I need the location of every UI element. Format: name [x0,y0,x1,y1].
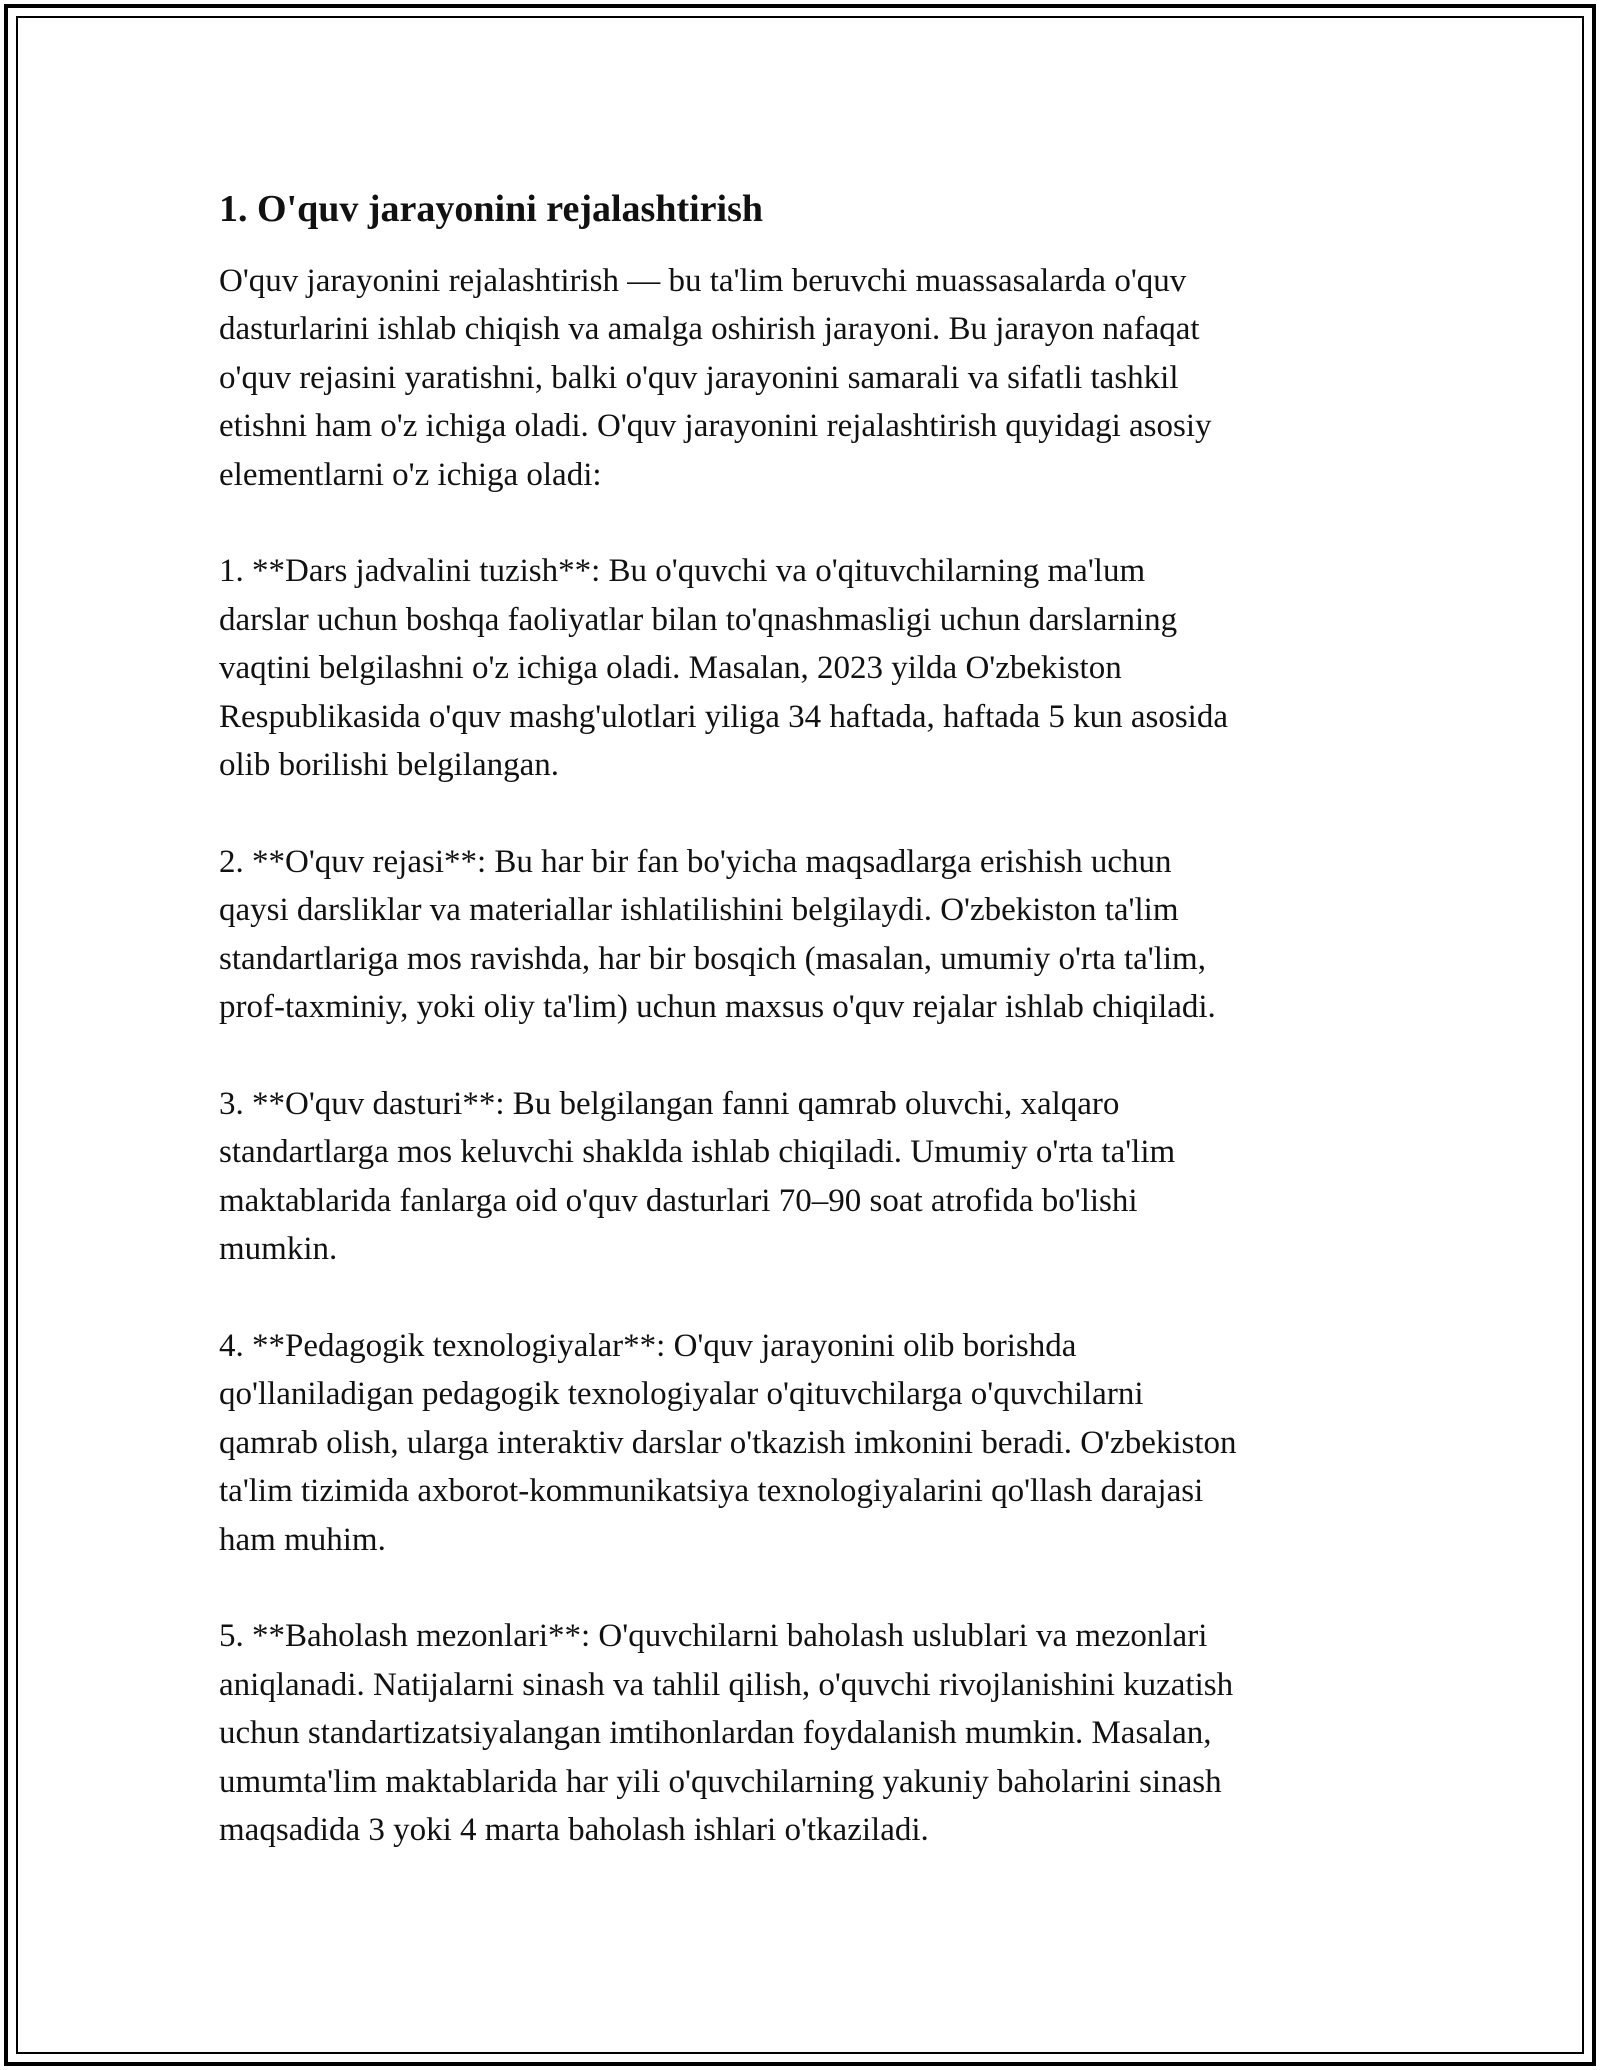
list-item-pedagogik-texnologiyalar: 4. **Pedagogik texnologiyalar**: O'quv jarayonini olib borishda qo'llaniladigan pedagogik texnologiyalar o'qituvchilarga o'quvchilarni qamrab olish, ularga interaktiv darslar o'tkazish imkonini beradi. O'zbekiston ta'lim tizimida axborot-kommunikatsiya texnologiyalarini qo'llash darajasi ham muhim. [219,1327,1237,1558]
list-item-oquv-rejasi: 2. **O'quv rejasi**: Bu har bir fan bo'yicha maqsadlarga erishish uchun qaysi darsliklar va materiallar ishlatilishini belgilaydi. O'zbekiston ta'lim standartlariga mos ravishda, har bir bosqich (masalan, umumiy o'rta ta'lim, prof-taxminiy, yoki oliy ta'lim) uchun maxsus o'quv rejalar ishlab chiqiladi. [219,843,1216,1026]
document-body [219,185,1379,1854]
intro-paragraph: O'quv jarayonini rejalashtirish — bu ta'lim beruvchi muassasalarda o'quv dasturlarini ishlab chiqish va amalga oshirish jarayoni. Bu jarayon nafaqat o'quv rejasini yaratishni, balki o'quv jarayonini samarali va sifatli tashkil etishni ham o'z ichiga oladi. O'quv jarayonini rejalashtirish quyidagi asosiy elementlarni o'z ichiga oladi: [219,263,1212,493]
list-item-baholash-mezonlari: 5. **Baholash mezonlari**: O'quvchilarni baholash uslublari va mezonlari aniqlanadi. Natijalarni sinash va tahlil qilish, o'quvchi rivojlanishini kuzatish uchun standartizatsiyalangan imtihonlardan foydalanish mumkin. Masalan, umumta'lim maktablarida har yili o'quvchilarning yakuniy baholarini sinash maqsadida 3 yoki 4 marta baholash ishlari o'tkaziladi. [219,1618,1234,1848]
section-title: 1. O'quv jarayonini rejalashtirish [219,188,764,230]
list-item-dars-jadvali: 1. **Dars jadvalini tuzish**: Bu o'quvchi va o'qituvchilarning ma'lum darslar uchun boshqa faoliyatlar bilan to'qnashmasligi uchun darslarning vaqtini belgilashni o'z ichiga oladi. Masalan, 2023 yilda O'zbekiston Respublikasida o'quv mashg'ulotlari yiliga 34 haftada, haftada 5 kun asosida olib borilishi belgilangan. [219,553,1228,784]
list-item-oquv-dasturi: 3. **O'quv dasturi**: Bu belgilangan fanni qamrab oluvchi, xalqaro standartlarga mos keluvchi shaklda ishlab chiqiladi. Umumiy o'rta ta'lim maktablarida fanlarga oid o'quv dasturlari 70–90 soat atrofida bo'lishi mumkin. [219,1085,1176,1268]
